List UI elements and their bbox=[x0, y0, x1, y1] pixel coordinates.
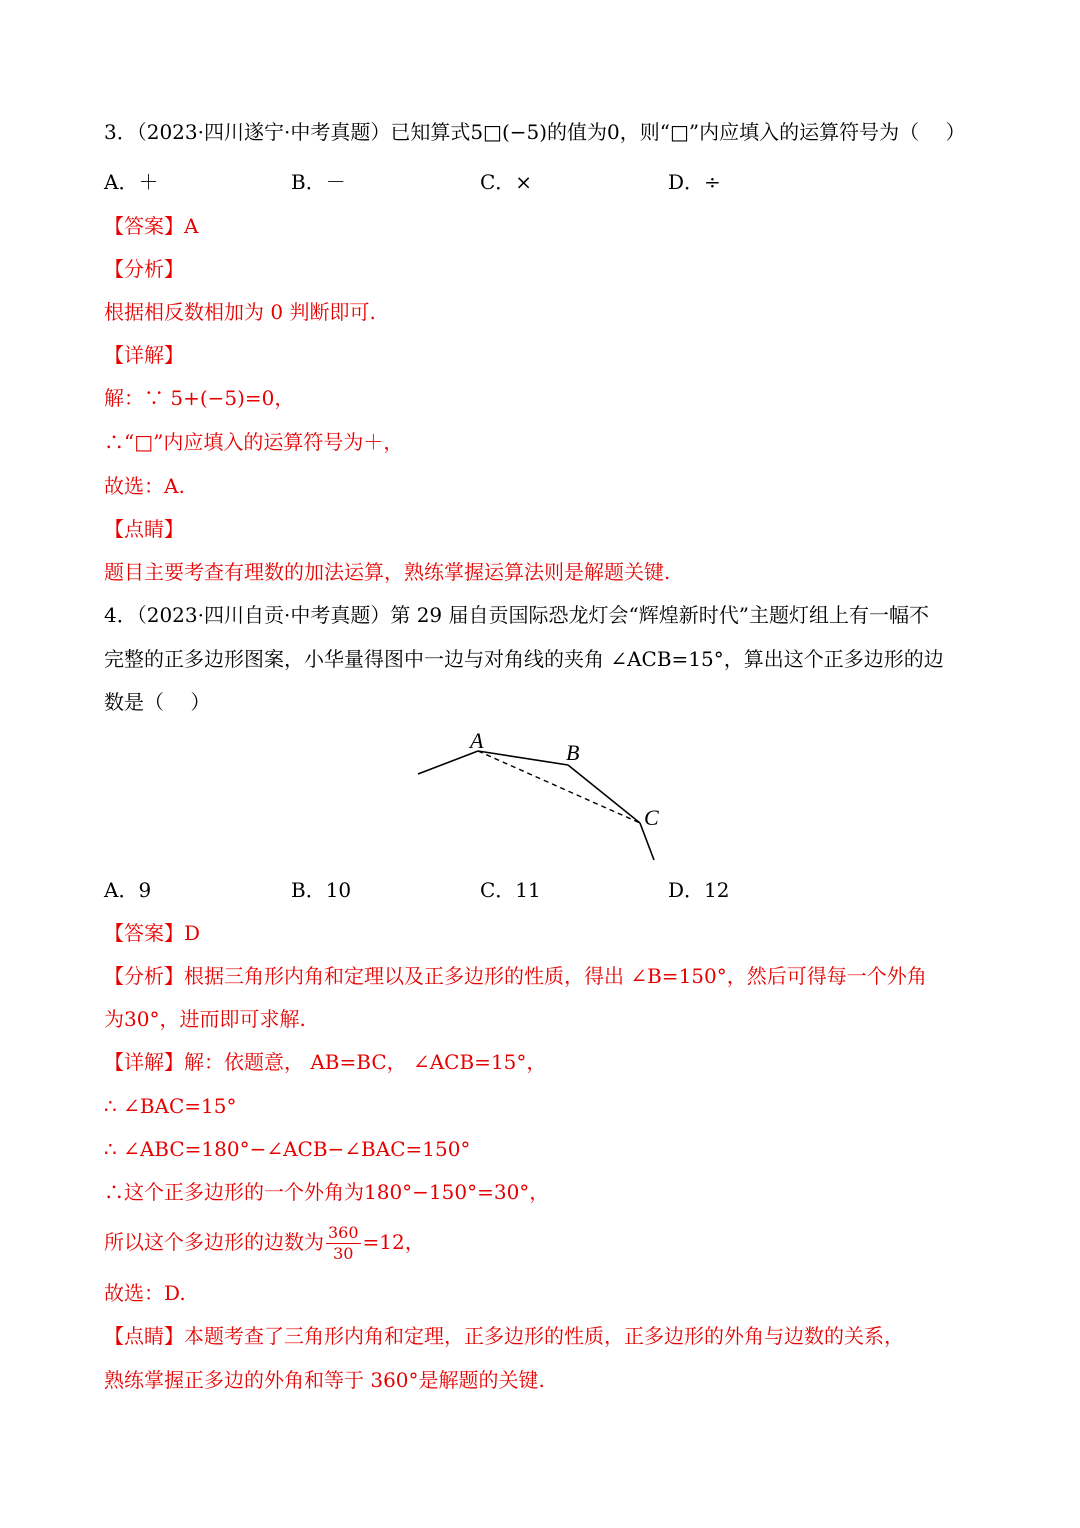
edge-bc bbox=[568, 765, 640, 823]
q3-step-3: 故选：A. bbox=[104, 474, 185, 498]
polygon-figure bbox=[400, 720, 680, 870]
q4-step-3: ∴ ∠ABC=180°−∠ACB−∠BAC=150° bbox=[104, 1137, 471, 1161]
q4-option-b: B．10 bbox=[291, 878, 352, 902]
q4-option-c: C．11 bbox=[480, 878, 541, 902]
q4-step-4: ∴这个正多边形的一个外角为180°−150°=30°， bbox=[104, 1180, 550, 1204]
q3-option-c: C．× bbox=[480, 170, 533, 194]
label-c: C bbox=[644, 805, 659, 830]
side-count-fraction bbox=[326, 1223, 361, 1264]
q4-step-2: ∴ ∠BAC=15° bbox=[104, 1094, 237, 1118]
q4-comment-line-2: 熟练掌握正多边的外角和等于 360°是解题的关键. bbox=[104, 1368, 545, 1392]
q4-step-1: 【详解】解：依题意， AB=BC， ∠ACB=15°， bbox=[104, 1050, 547, 1074]
q4-option-d: D．12 bbox=[668, 878, 730, 902]
q4-side-count-suffix: =12， bbox=[362, 1230, 425, 1254]
q4-analysis-line-1: 【分析】根据三角形内角和定理以及正多边形的性质，得出 ∠B=150°，然后可得每一个外角 bbox=[104, 964, 927, 988]
q4-stem-line-1: 4．（2023·四川自贡·中考真题）第 29 届自贡国际恐龙灯会“辉煌新时代”主题灯组上有一幅不 bbox=[104, 603, 929, 627]
q3-option-b: B．－ bbox=[291, 170, 346, 194]
q3-analysis-heading: 【分析】 bbox=[104, 257, 184, 281]
label-a: A bbox=[470, 728, 484, 753]
q4-stem-line-3: 数是（ ） bbox=[104, 690, 211, 714]
q4-side-count-prefix: 所以这个多边形的边数为 bbox=[104, 1230, 324, 1254]
q3-answer: 【答案】A bbox=[104, 214, 199, 238]
q3-option-d: D．÷ bbox=[668, 170, 721, 194]
fraction-numerator: 360 bbox=[328, 1223, 359, 1242]
q4-stem-line-2: 完整的正多边形图案，小华量得图中一边与对角线的夹角 ∠ACB=15°，算出这个正多边形的边 bbox=[104, 647, 944, 671]
q4-side-count bbox=[104, 1220, 425, 1264]
label-b: B bbox=[566, 740, 580, 765]
edge-left bbox=[418, 751, 478, 774]
diagonal-ac bbox=[478, 751, 640, 823]
q4-conclusion: 故选：D. bbox=[104, 1281, 186, 1305]
q3-step-1: 解：∵ 5+(−5)=0， bbox=[104, 386, 295, 410]
fraction-denominator: 30 bbox=[333, 1244, 354, 1263]
q4-option-a: A．9 bbox=[104, 878, 152, 902]
q3-option-a: A．＋ bbox=[104, 170, 159, 194]
q3-comment: 题目主要考查有理数的加法运算，熟练掌握运算法则是解题关键. bbox=[104, 560, 671, 584]
q3-analysis: 根据相反数相加为 0 判断即可. bbox=[104, 300, 376, 324]
q3-stem: 3．（2023·四川遂宁·中考真题）已知算式5□(−5)的值为0，则“□”内应填入的运算符号为（ ） bbox=[104, 120, 966, 144]
q4-analysis-line-2: 为30°，进而即可求解. bbox=[104, 1007, 306, 1031]
q4-comment-line-1: 【点睛】本题考查了三角形内角和定理，正多边形的性质，正多边形的外角与边数的关系， bbox=[104, 1324, 904, 1348]
q4-answer: 【答案】D bbox=[104, 921, 201, 945]
q3-comment-heading: 【点睛】 bbox=[104, 517, 184, 541]
q3-detail-heading: 【详解】 bbox=[104, 343, 184, 367]
q3-step-2: ∴“□”内应填入的运算符号为＋， bbox=[104, 430, 404, 454]
edge-ab bbox=[478, 751, 568, 765]
